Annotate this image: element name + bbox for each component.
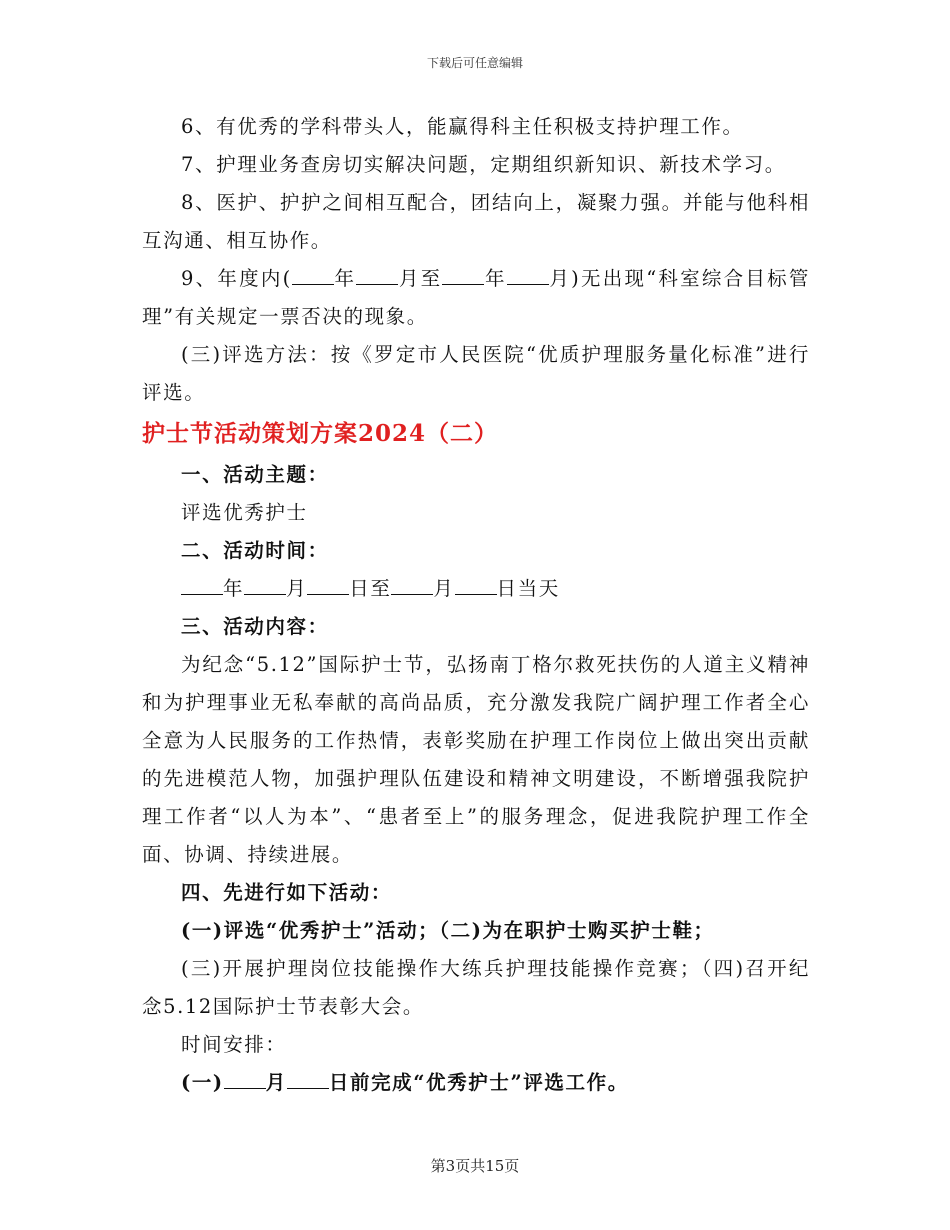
time-month: 月 bbox=[286, 577, 308, 600]
content-heading: 三、活动内容： bbox=[181, 615, 329, 638]
time-year: 年 bbox=[223, 577, 245, 600]
activities-line-2: (三)开展护理岗位技能操作大练兵护理技能操作竞赛；（四)召开纪念5.12国际护士节表彰大会。 bbox=[142, 957, 810, 1018]
criteria-item-9 bbox=[142, 260, 810, 336]
criteria-item-6: 6、有优秀的学科带头人，能赢得科主任积极支持护理工作。 bbox=[181, 115, 744, 138]
activities-heading: 四、先进行如下活动： bbox=[181, 881, 393, 904]
criteria-item-9-part-c: 月至 bbox=[398, 267, 443, 290]
time-day-end: 日当天 bbox=[496, 577, 560, 600]
criteria-item-8: 8、医护、护护之间相互配合，团结向上，凝聚力强。并能与他科相互沟通、相互协作。 bbox=[142, 191, 810, 252]
criteria-item-9-part-a: 9、年度内( bbox=[181, 267, 292, 290]
blank-line bbox=[224, 1064, 266, 1089]
time-day-to: 日至 bbox=[349, 577, 392, 600]
theme-text: 评选优秀护士 bbox=[181, 501, 308, 524]
time-month2: 月 bbox=[433, 577, 455, 600]
document-body bbox=[142, 108, 810, 1102]
schedule-item-1-c: 日前完成“优秀护士”评选工作。 bbox=[328, 1071, 629, 1094]
blank-line bbox=[455, 570, 497, 595]
page-number: 第3页共15页 bbox=[430, 1157, 520, 1175]
blank-line bbox=[287, 1064, 329, 1089]
criteria-item-7: 7、护理业务查房切实解决问题，定期组织新知识、新技术学习。 bbox=[181, 153, 786, 176]
criteria-item-9-part-b: 年 bbox=[333, 267, 357, 290]
schedule-item-1-a: (一) bbox=[181, 1071, 224, 1094]
section-title: 护士节活动策划方案2024（二） bbox=[142, 420, 499, 447]
blank-line bbox=[181, 570, 223, 595]
criteria-item-9-part-d: 年 bbox=[484, 267, 507, 290]
blank-line bbox=[356, 260, 398, 285]
blank-line bbox=[391, 570, 433, 595]
activities-line-1: (一)评选“优秀护士”活动；（二)为在职护士购买护士鞋； bbox=[181, 919, 715, 942]
time-heading: 二、活动时间： bbox=[181, 539, 329, 562]
header-note: 下载后可任意编辑 bbox=[426, 56, 523, 70]
criteria-item-9-part-e: 月)无出现“科室综合目标管理”有关规定一票否决的现象。 bbox=[142, 267, 810, 328]
time-text bbox=[142, 570, 810, 608]
schedule-item-1-b: 月 bbox=[265, 1071, 287, 1094]
selection-method: (三)评选方法：按《罗定市人民医院“优质护理服务量化标准”进行评选。 bbox=[142, 343, 810, 404]
blank-line bbox=[292, 260, 334, 285]
schedule-item-1 bbox=[142, 1064, 810, 1102]
blank-line bbox=[507, 260, 549, 285]
blank-line bbox=[442, 260, 484, 285]
theme-heading: 一、活动主题： bbox=[181, 463, 329, 486]
schedule-label: 时间安排： bbox=[181, 1033, 287, 1056]
blank-line bbox=[244, 570, 286, 595]
blank-line bbox=[307, 570, 349, 595]
content-text: 为纪念“5.12”国际护士节，弘扬南丁格尔救死扶伤的人道主义精神和为护理事业无私奉献的高尚品质，充分激发我院广阔护理工作者全心全意为人民服务的工作热情，表彰奖励在护理工作岗位上做出突出贡献的先进模范人物，加强护理队伍建设和精神文明建设，不断增强我院护理工作者“以人为本”、“患者至上”的服务理念，促进我院护理工作全面、协调、持续进展。 bbox=[142, 653, 810, 866]
